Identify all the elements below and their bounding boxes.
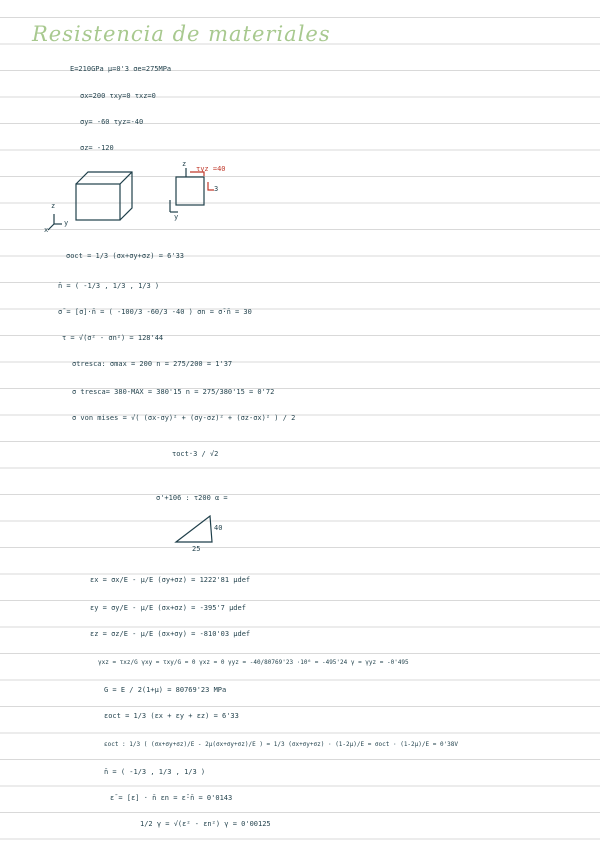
stress-vector-line: σ̄ = [σ]·n̄ = ( -100/3 -60/3 -40 ) σn = σ̄·n̄ = 30 [58,308,252,316]
axis-y-label: y [64,219,69,227]
cube-figure [44,170,144,234]
oct-ratio-line: τoct·3 / √2 [172,450,219,458]
given-line-4: σz= -120 [80,144,114,152]
tresca-line-2: σ tresca= 380-MAX = 380'15 n = 275/380'15 = 0'72 [72,388,275,396]
tau-yz-label: τyz =40 [196,165,226,173]
gamma-line: γxz = τxz/G γxy = τxy/G = 0 γxz = 0 γyz = -40/80769'23 ·10⁶ = -495'24 γ = γyz = -0'495 [98,659,409,666]
given-line-2: σx=200 τxy=0 τxz=0 [80,92,156,100]
axis-z-label: z [51,202,56,210]
element-z-label: z [182,160,187,168]
triangle-base-label: 25 [192,545,201,553]
epsilon-oct-line: εoct = 1/3 (εx + εy + εz) = 6'33 [104,712,239,720]
strain-vector-line: ε̄ = [ε] · n̄ εn = ε̄·n̄ = 0'0143 [110,794,233,802]
page-title: Resistencia de materiales [32,22,331,46]
triangle-side-label: 40 [214,524,223,532]
strain-x-line: εx = σx/E - μ/E (σy+σz) = 1222'81 μdef [90,576,251,584]
given-line-3: σy= -60 τyz=-40 [80,118,144,126]
normal-vector-line: n̄ = ( -1/3 , 1/3 , 1/3 ) [58,282,160,290]
element-y-label: y [174,213,179,221]
shear-line: τ = √(σ² - σn²) = 128'44 [62,334,164,342]
gamma-result-line: 1/2 γ = √(ε² - εn²) γ = 0'00125 [140,820,271,828]
von-mises-line: σ von mises = √( (σx-σy)² + (σy-σz)² + (σz-σx)² ) / 2 [72,414,296,422]
alpha-line: σ'+106 : τ200 α = [156,494,228,502]
shear-modulus-line: G = E / 2(1+μ) = 80769'23 MPa [104,686,227,694]
axis-x-label: x [44,226,49,234]
sigma-oct-line: σoct = 1/3 (σx+σy+σz) = 6'33 [66,252,185,260]
given-line-1: E=210GPa μ=0'3 σe=275MPa [70,65,172,73]
stress-element-figure [160,160,240,225]
tresca-line-1: σtresca: σmax = 200 n = 275/200 = 1'37 [72,360,233,368]
normal-vector-line-2: n̄ = ( -1/3 , 1/3 , 1/3 ) [104,768,206,776]
element-right-label: 3 [214,185,219,193]
strain-y-line: εy = σy/E - μ/E (σx+σz) = -395'7 μdef [90,604,246,612]
epsilon-oct-derivation-line: εoct : 1/3 ( (σx+σy+σz)/E - 2μ(σx+σy+σz)/E ) = 1/3 (σx+σy+σz) · (1-2μ)/E = σoct · (1-2μ)/E = 0'38V [104,741,459,748]
strain-z-line: εz = σz/E - μ/E (σx+σy) = -810'03 μdef [90,630,251,638]
triangle-figure [170,512,230,553]
